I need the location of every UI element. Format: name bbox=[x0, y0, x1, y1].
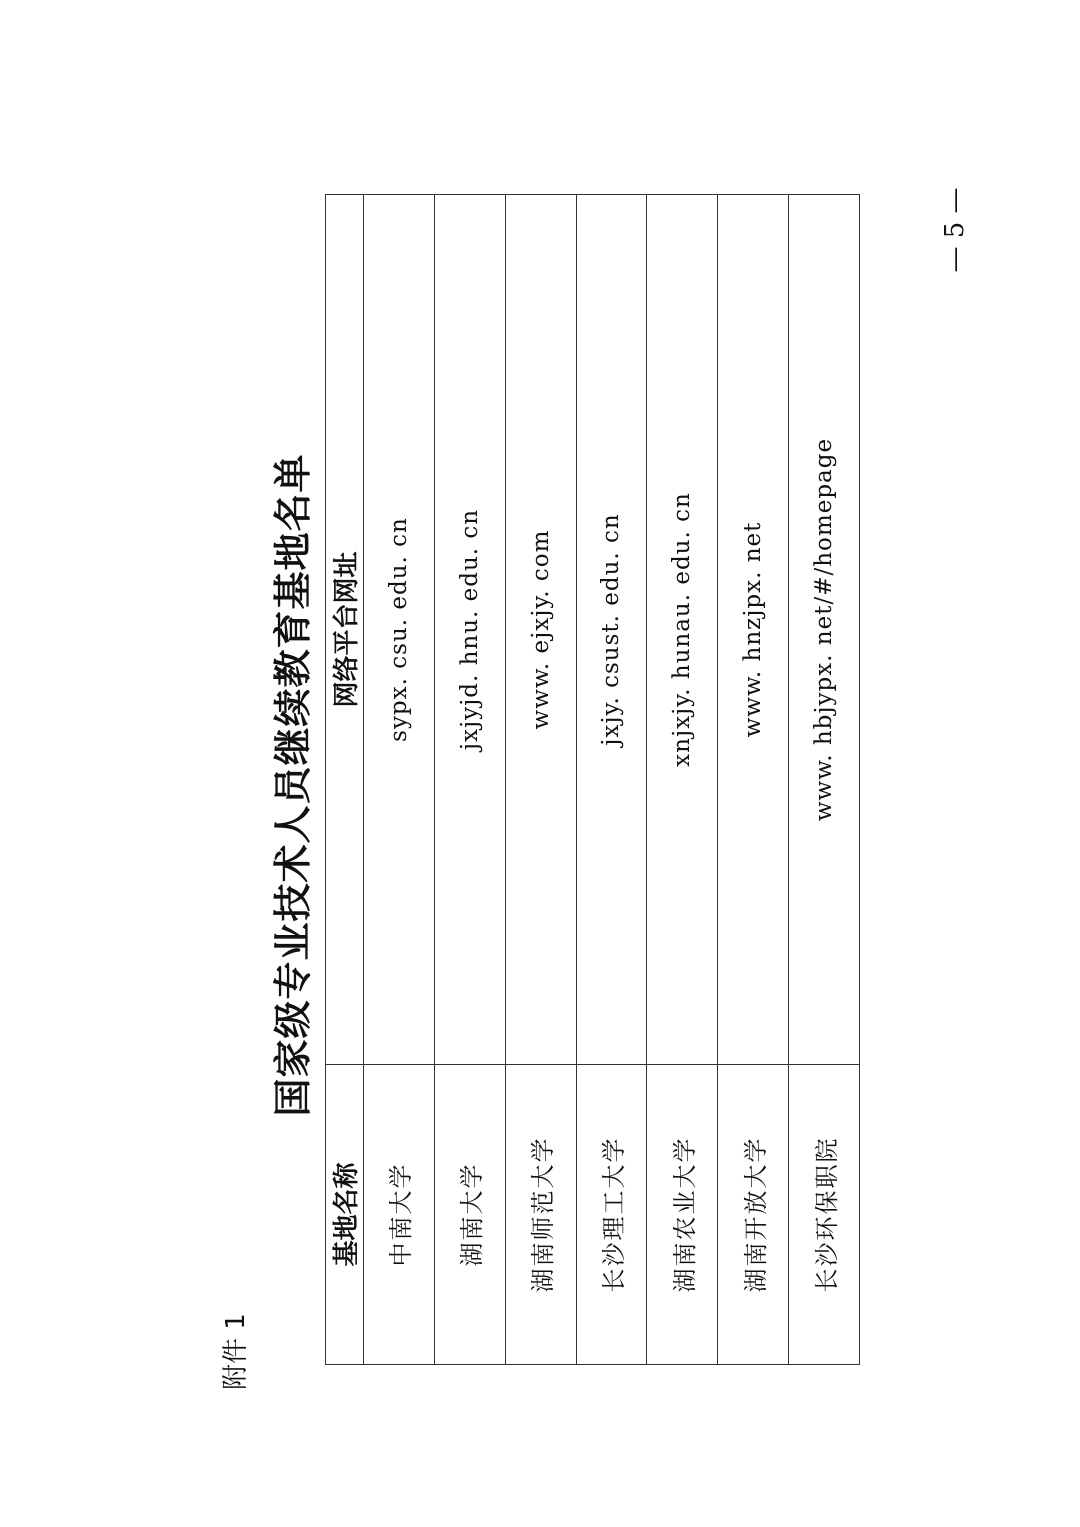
table-row bbox=[364, 195, 435, 1365]
base-name-cell: 长沙理工大学 bbox=[576, 1065, 647, 1365]
base-name-cell: 湖南大学 bbox=[434, 1065, 505, 1365]
table-row bbox=[718, 195, 789, 1365]
platform-url-cell: jxjyjd. hnu. edu. cn bbox=[434, 195, 505, 1065]
base-name-cell: 中南大学 bbox=[364, 1065, 435, 1365]
base-name-cell: 长沙环保职院 bbox=[789, 1065, 860, 1365]
table-header-row bbox=[326, 195, 364, 1365]
table-row bbox=[789, 195, 860, 1365]
base-list-table bbox=[325, 195, 860, 1365]
base-name-cell: 湖南农业大学 bbox=[647, 1065, 718, 1365]
platform-url-cell: www. hnzjpx. net bbox=[718, 195, 789, 1065]
platform-url-cell: www. hbjypx. net/#/homepage bbox=[789, 195, 860, 1065]
base-name-cell: 湖南开放大学 bbox=[718, 1065, 789, 1365]
table-row bbox=[647, 195, 718, 1365]
table-row bbox=[434, 195, 505, 1365]
page-number: — 5 — bbox=[940, 187, 970, 273]
table-row bbox=[505, 195, 576, 1365]
header-base-name: 基地名称 bbox=[326, 1065, 364, 1365]
document-title: 国家级专业技术人员继续教育基地名单 bbox=[270, 453, 315, 1117]
platform-url-cell: sypx. csu. edu. cn bbox=[364, 195, 435, 1065]
platform-url-cell: xnjxjy. hunau. edu. cn bbox=[647, 195, 718, 1065]
base-name-cell: 湖南师范大学 bbox=[505, 1065, 576, 1365]
attachment-label: 附件 1 bbox=[221, 1313, 251, 1390]
table-row bbox=[576, 195, 647, 1365]
platform-url-cell: jxjy. csust. edu. cn bbox=[576, 195, 647, 1065]
header-platform-url: 网络平台网址 bbox=[326, 195, 364, 1065]
platform-url-cell: www. ejxjy. com bbox=[505, 195, 576, 1065]
